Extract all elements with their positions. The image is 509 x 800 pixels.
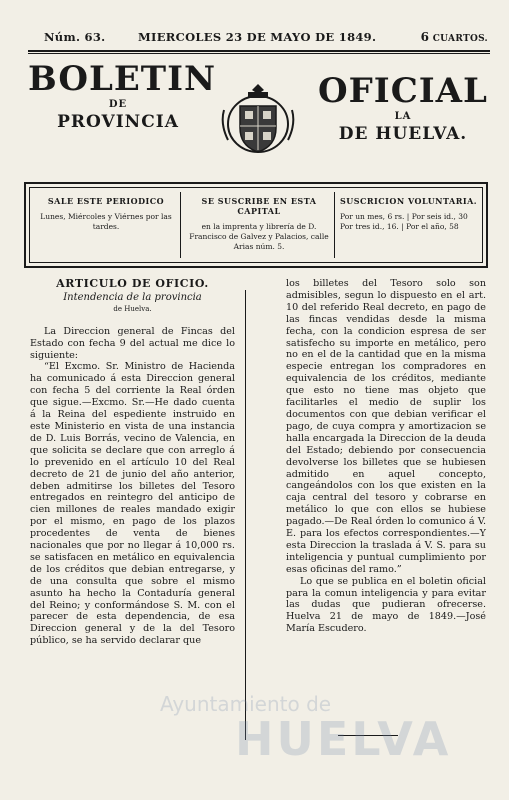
watermark-logo: HUELVA	[235, 712, 452, 766]
masthead-word-de: DE	[108, 99, 128, 110]
masthead-word-boletin: BOLETIN	[28, 59, 217, 99]
coat-of-arms-icon	[218, 80, 298, 160]
masthead-word-provincia: PROVINCIA	[57, 112, 179, 132]
article-heading: ARTICULO DE OFICIO.	[56, 277, 209, 290]
issue-price	[421, 30, 488, 44]
article-subheading: Intendencia de la provincia	[63, 291, 202, 303]
price-unit: CUARTOS.	[432, 34, 488, 44]
masthead-word-la: LA	[394, 111, 412, 122]
subscription-price-line: Por tres id., 16. | Por el año, 58	[340, 222, 459, 231]
article-column-right	[286, 278, 486, 635]
top-rule-thin	[28, 53, 490, 54]
publication-days	[36, 196, 176, 232]
article-column-left	[30, 278, 235, 647]
masthead-left	[28, 59, 217, 132]
article-paragraph: “El Excmo. Sr. Ministro de Hacienda ha comunicado á esta Direccion general con fecha 5 del corriente la Real órden que sigue.—Excmo. Sr.—He dado cuenta á la Reina del espediente instruido en este Ministerio en vista de una instancia de D. Luis Borrás, vecino de Valencia, en que solicita se declare que con arreglo á lo prevenido en el artículo 10 del Real decreto de 21 de junio del año anterior, deben admitirse los billetes del Tesoro entregados en reintegro del anticipo de cien millones de reales mandado exigir por el mismo, en pago de los plazos procedentes de venta de bienes nacionales que por no llegar á 10,000 rs. se satisfacen en metálico en equivalencia de los créditos que debian entregarse, y de una consulta que sobre el mismo asunto ha hecho la Contaduría general del Reino; y conformándose S. M. con el parecer de esta dependencia, de esa Direccion general y de la del Tesoro público, se ha servido declarar que	[30, 361, 235, 647]
publication-days-title: SALE ESTE PERIODICO	[47, 196, 165, 206]
article-paragraph: Lo que se publica en el boletin oficial para la comun inteligencia y para evitar las dudas que pudieran ofrecerse. Huelva 21 de mayo de 1849.—José María Escudero.	[286, 575, 486, 635]
masthead-word-oficial: OFICIAL	[318, 71, 488, 111]
issue-date: MIERCOLES 23 DE MAYO DE 1849.	[138, 30, 377, 44]
column-divider	[245, 290, 246, 740]
box-divider	[180, 192, 181, 258]
publication-days-text: Lunes, Miércoles y Viérnes por las tardes.	[40, 212, 172, 231]
masthead-word-huelva: DE HUELVA.	[338, 124, 468, 144]
subscription-place-title: SE SUSCRIBE EN ESTA CAPITAL	[201, 196, 317, 216]
subscription-price-line: Por un mes, 6 rs. | Por seis id., 30	[340, 212, 468, 221]
subscription-box	[24, 182, 488, 268]
issue-number: Núm. 63.	[44, 30, 106, 44]
top-rule	[28, 50, 490, 52]
subscription-prices-title: SUSCRICION VOLUNTARIA.	[340, 196, 478, 206]
subscription-place	[186, 196, 332, 252]
subscription-prices	[340, 196, 486, 232]
box-divider	[334, 192, 335, 258]
article-subheading-place: de Huelva.	[113, 304, 152, 313]
subscription-place-text: en la imprenta y librería de D. Francisco de Galvez y Palacios, calle Arias núm. 5.	[189, 222, 329, 251]
article-paragraph: los billetes del Tesoro solo son admisibles, segun lo dispuesto en el art. 10 del referido Real decreto, en pago de las fincas vendidas desde la misma fecha, con la condicion espresa de ser satisfecho su importe en metálico, pero no en el de la cantidad que en la misma especie entregan los compradores en equivalencia de los créditos, mediante que esto no tiene mas objeto que facilitarles el medio de suplir los documentos con que debian verificar el pago, de cuya compra y amortizacion se halla encargada la Direccion de la deuda del Estado; debiendo por consecuencia devolverse los billetes que se hubiesen admitido en aquel concepto, cangeándolos con los que existen en la caja central del tesoro y cobrarse en metálico lo que con ellos se hubiese pagado.—De Real órden lo comunico á V. E. para los efectos correspondientes.—Y esta Direccion la traslada á V. S. para su inteligencia y puntual cumplimiento por esas oficinas del ramo.”	[286, 278, 486, 575]
masthead-right	[318, 71, 488, 144]
subscription-box-inner	[29, 187, 483, 263]
article-paragraph: La Direccion general de Fincas del Estado con fecha 9 del actual me dice lo siguiente:	[30, 325, 235, 361]
watermark-subtitle: Ayuntamiento de	[160, 692, 332, 716]
price-number: 6	[420, 30, 430, 44]
issue-bar	[28, 30, 488, 46]
